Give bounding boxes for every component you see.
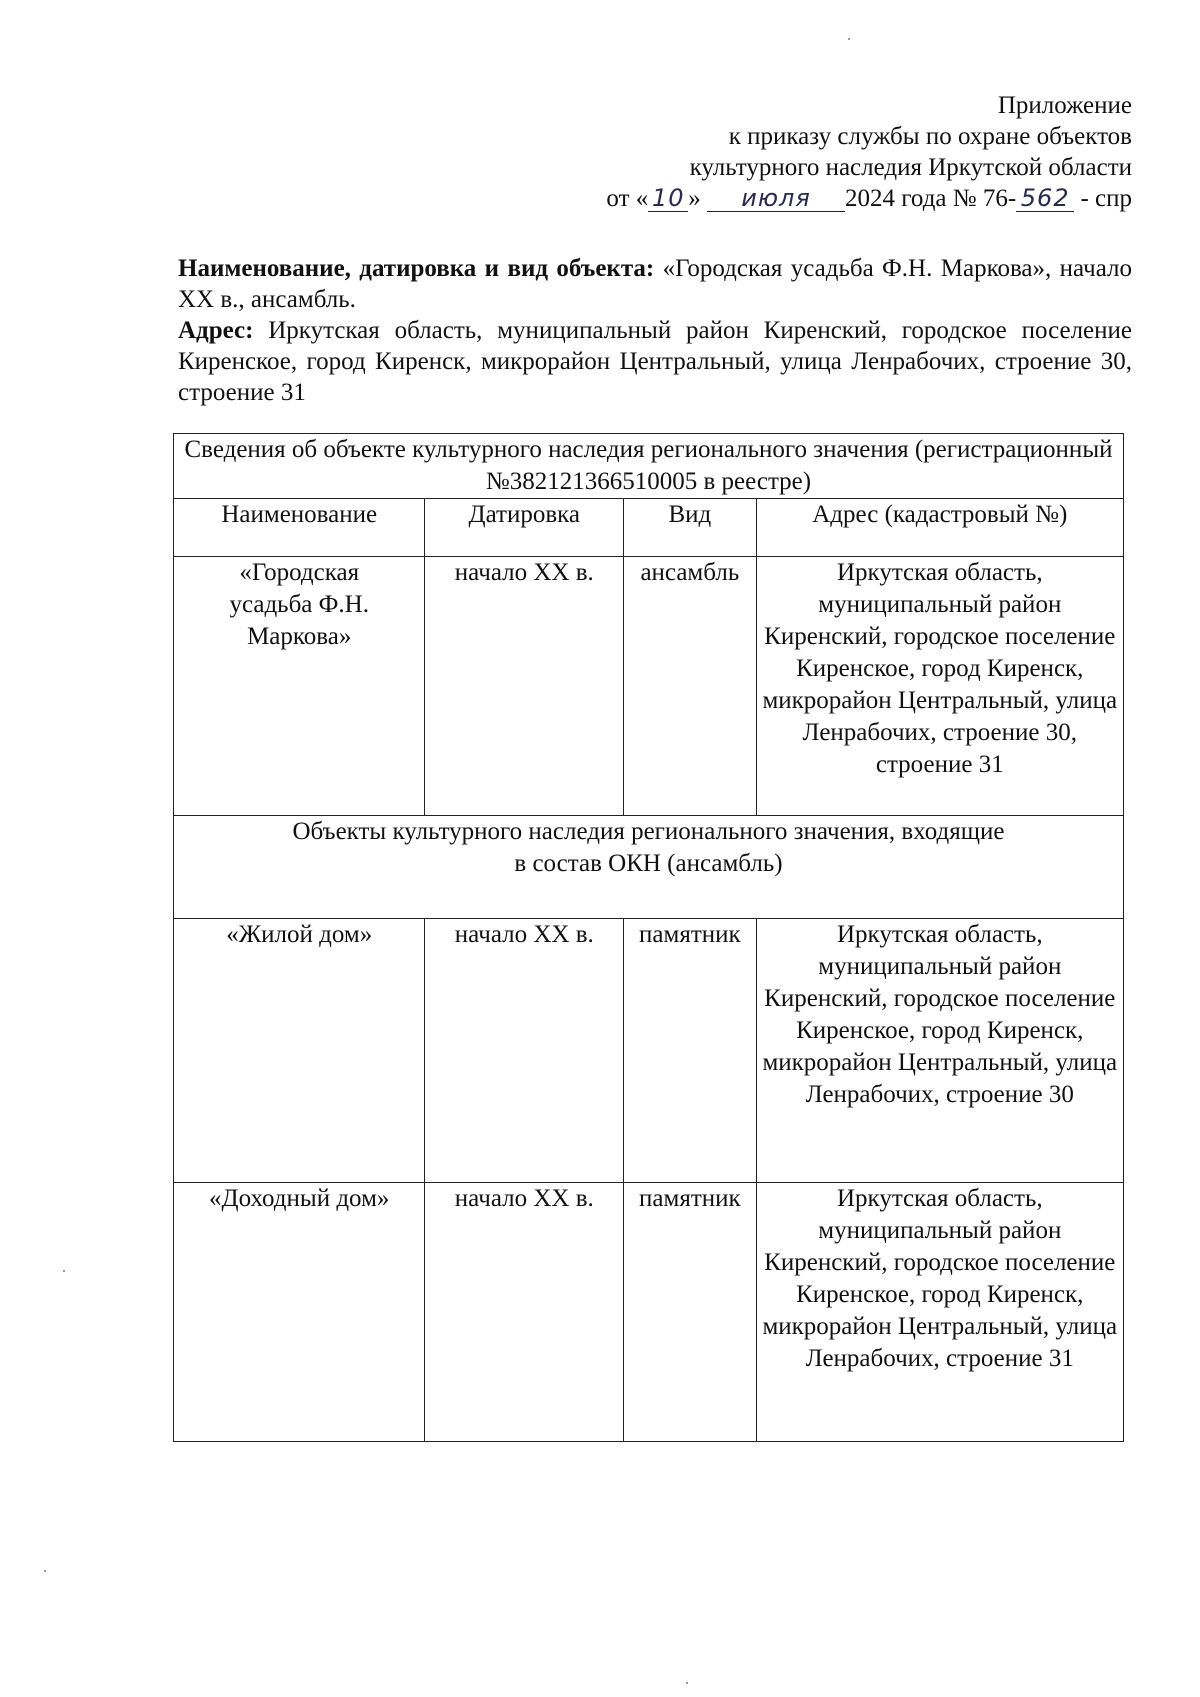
cell-date: начало XX в.	[425, 919, 624, 1183]
cell-name: «Городская усадьба Ф.Н. Маркова»	[174, 557, 425, 816]
year-text: 2024 года № 76-	[845, 185, 1017, 212]
scan-speck	[848, 38, 850, 40]
object-address-label: Адрес:	[178, 317, 254, 344]
cell-address: Иркутская область, муниципальный район Киренский, городское поселение Киренское, город Киренск, микрорайон Центральный, улица Ленрабочих, строение 31	[756, 1183, 1123, 1442]
cell-date: начало XX в.	[425, 1183, 624, 1442]
cell-type: памятник	[624, 919, 756, 1183]
cell-address: Иркутская область, муниципальный район Киренский, городское поселение Киренское, город Киренск, микрорайон Центральный, улица Ленрабочих, строение 30	[756, 919, 1123, 1183]
table-row	[174, 557, 1124, 816]
scan-speck	[44, 1570, 46, 1572]
table-row	[174, 919, 1124, 1183]
column-header-type: Вид	[624, 499, 756, 557]
date-prefix: от «	[606, 185, 649, 212]
handwritten-day: 10	[648, 185, 688, 212]
cell-name: «Доходный дом»	[174, 1183, 425, 1442]
scan-speck	[63, 1270, 65, 1272]
appendix-title: Приложение	[997, 92, 1132, 119]
cell-type: памятник	[624, 1183, 756, 1442]
object-info	[178, 253, 1132, 408]
cell-type: ансамбль	[624, 557, 756, 816]
order-reference	[432, 90, 1132, 214]
column-header-name: Наименование	[174, 499, 425, 557]
object-name-paragraph	[178, 253, 1132, 315]
handwritten-month: июля	[707, 185, 845, 212]
scan-speck	[686, 1682, 688, 1684]
table-header-row	[174, 499, 1124, 557]
table-title: Сведения об объекте культурного наследия регионального значения (регистрационный №382121366510005 в реестре)	[174, 434, 1124, 499]
object-address-value: Иркутская область, муниципальный район Киренский, городское поселение Киренское, город Киренск, микрорайон Центральный, улица Ленрабочих, строение 30, строение 31	[178, 317, 1132, 406]
table-title-row	[174, 434, 1124, 499]
cell-address: Иркутская область, муниципальный район Киренский, городское поселение Киренское, город Киренск, микрорайон Центральный, улица Ленрабочих, строение 30, строение 31	[756, 557, 1123, 816]
table-row	[174, 1183, 1124, 1442]
order-line: к приказу службы по охране объектов	[728, 123, 1132, 150]
column-header-address: Адрес (кадастровый №)	[756, 499, 1123, 557]
components-header: Объекты культурного наследия регионального значения, входящие в состав ОКН (ансамбль)	[174, 816, 1124, 919]
handwritten-number: 562	[1016, 185, 1074, 212]
order-date-line	[432, 183, 1132, 214]
cell-name: «Жилой дом»	[174, 919, 425, 1183]
components-header-row	[174, 816, 1124, 919]
object-name-value: «Городская усадьба Ф.Н. Маркова», начало XX в., ансамбль.	[178, 255, 1132, 313]
cell-date: начало XX в.	[425, 557, 624, 816]
object-address-paragraph	[178, 315, 1132, 408]
object-name-label: Наименование, датировка и вид объекта:	[178, 255, 655, 282]
column-header-date: Датировка	[425, 499, 624, 557]
date-quote: »	[688, 185, 701, 212]
order-suffix: - спр	[1074, 185, 1132, 212]
heritage-table	[173, 433, 1124, 1442]
authority-line: культурного наследия Иркутской области	[689, 154, 1132, 181]
